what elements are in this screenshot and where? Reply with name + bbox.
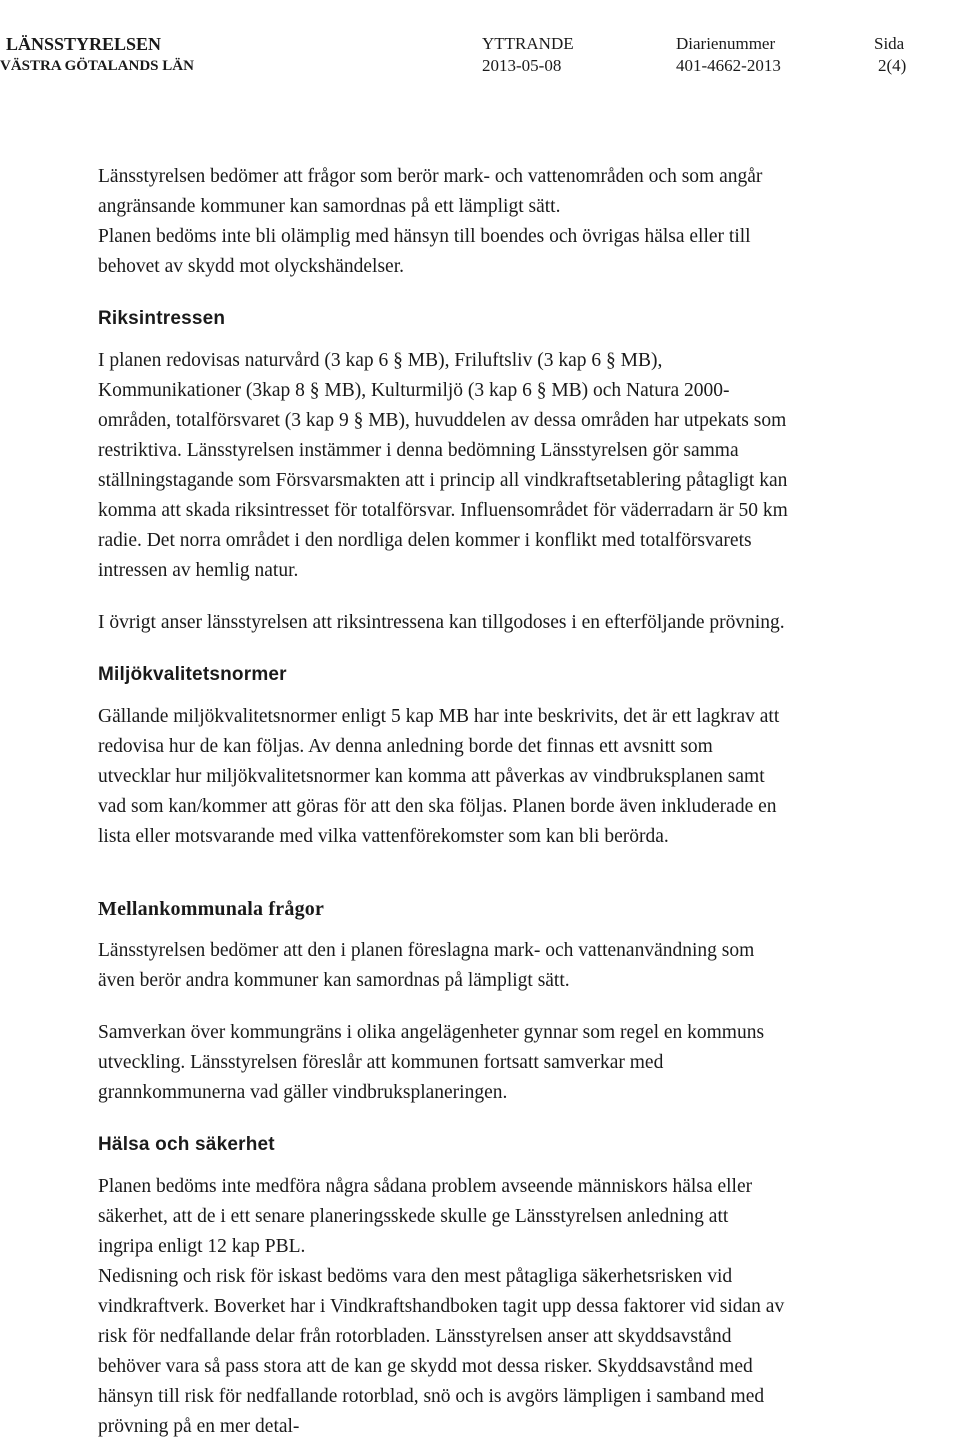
halsa-paragraph-2: Nedisning och risk för iskast bedöms vara den mest påtagliga säkerhetsrisken vid vindkraftverk. Boverket har i Vindkraftshandboken tagit upp dessa faktorer vid sidan av risk för nedfallande delar från rotorbladen. Länsstyrelsen anser att skyddsavstånd behöver vara så pass stora att de kan ge skydd mot dessa risker. Skyddsavstånd med hänsyn till risk för nedfallande rotorblad, snö och is avgörs lämpligen i samband med prövning på en mer detal-	[98, 1266, 785, 1437]
section-heading-riksintressen: Riksintressen	[98, 308, 226, 329]
riksintressen-paragraph-1: I planen redovisas naturvård (3 kap 6 § MB), Friluftsliv (3 kap 6 § MB), Kommunikationer (3kap 8 § MB), Kulturmiljö (3 kap 6 § MB) och Natura 2000-områden, totalförsvaret (3 kap 9 § MB), huvuddelen av dessa områden har utpekats som restriktiva. Länsstyrelsen instämmer i denna bedömning Länsstyrelsen gör samma ställningstagande som Försvarsmakten att i princip all vindkraftsetablering påtagligt kan komma att skada riksintresset för totalförsvar. Influensområdet för väderradarn är 50 km radie. Det norra området i den nordliga delen kommer i konflikt med totalförsvarets intressen av hemlig natur.	[98, 350, 788, 581]
mellankommunala-paragraph-1: Länsstyrelsen bedömer att den i planen föreslagna mark- och vattenanvändning som även berör andra kommuner kan samordnas på lämpligt sätt.	[98, 940, 755, 991]
miljokvalitetsnormer-paragraph: Gällande miljökvalitetsnormer enligt 5 kap MB har inte beskrivits, det är ett lagkrav att redovisa hur de kan följas. Av denna anledning borde det finnas ett avsnitt som utvecklar hur miljökvalitetsnormer kan komma att påverkas av vindbruksplanen samt vad som kan/kommer att göras för att den ska följas. Planen borde även inkluderade en lista eller motsvarande med vilka vattenförekomster som kan bli berörda.	[98, 706, 780, 847]
page-label: Sida	[874, 34, 905, 53]
header-document-type	[482, 33, 574, 77]
org-name: LÄNSSTYRELSEN	[6, 34, 162, 54]
org-county: VÄSTRA GÖTALANDS LÄN	[0, 58, 194, 74]
intro-paragraph-1: Länsstyrelsen bedömer att frågor som berör mark- och vattenområden och som angår angränsande kommuner kan samordnas på ett lämpligt sätt.	[98, 166, 763, 217]
doc-date: 2013-05-08	[482, 56, 562, 75]
intro-paragraph-2: Planen bedöms inte bli olämplig med hänsyn till boendes och övrigas hälsa eller till behovet av skydd mot olyckshändelser.	[98, 226, 751, 277]
header-diarienummer	[676, 33, 781, 77]
doc-type: YTTRANDE	[482, 34, 574, 53]
diarienummer-label: Diarienummer	[676, 34, 776, 53]
document-body	[98, 162, 788, 1442]
section-heading-miljokvalitetsnormer: Miljökvalitetsnormer	[98, 664, 287, 685]
header-organization	[0, 33, 194, 77]
halsa-paragraph-1: Planen bedöms inte medföra några sådana problem avseende människors hälsa eller säkerhet, att de i ett senare planeringsskede skulle ge Länsstyrelsen anledning att ingripa enligt 12 kap PBL.	[98, 1176, 753, 1257]
page-value: 2(4)	[878, 56, 907, 75]
header-page	[874, 33, 906, 77]
mellankommunala-paragraph-2: Samverkan över kommungräns i olika angelägenheter gynnar som regel en kommuns utveckling. Länsstyrelsen föreslår att kommunen fortsatt samverkar med grannkommunerna vad gäller vindbruksplaneringen.	[98, 1022, 765, 1103]
section-heading-mellankommunala: Mellankommunala frågor	[98, 898, 325, 920]
riksintressen-paragraph-2: I övrigt anser länsstyrelsen att riksintressena kan tillgodoses i en efterföljande prövning.	[98, 612, 785, 633]
section-heading-halsa-sakerhet: Hälsa och säkerhet	[98, 1134, 275, 1155]
diarienummer-value: 401-4662-2013	[676, 56, 781, 75]
